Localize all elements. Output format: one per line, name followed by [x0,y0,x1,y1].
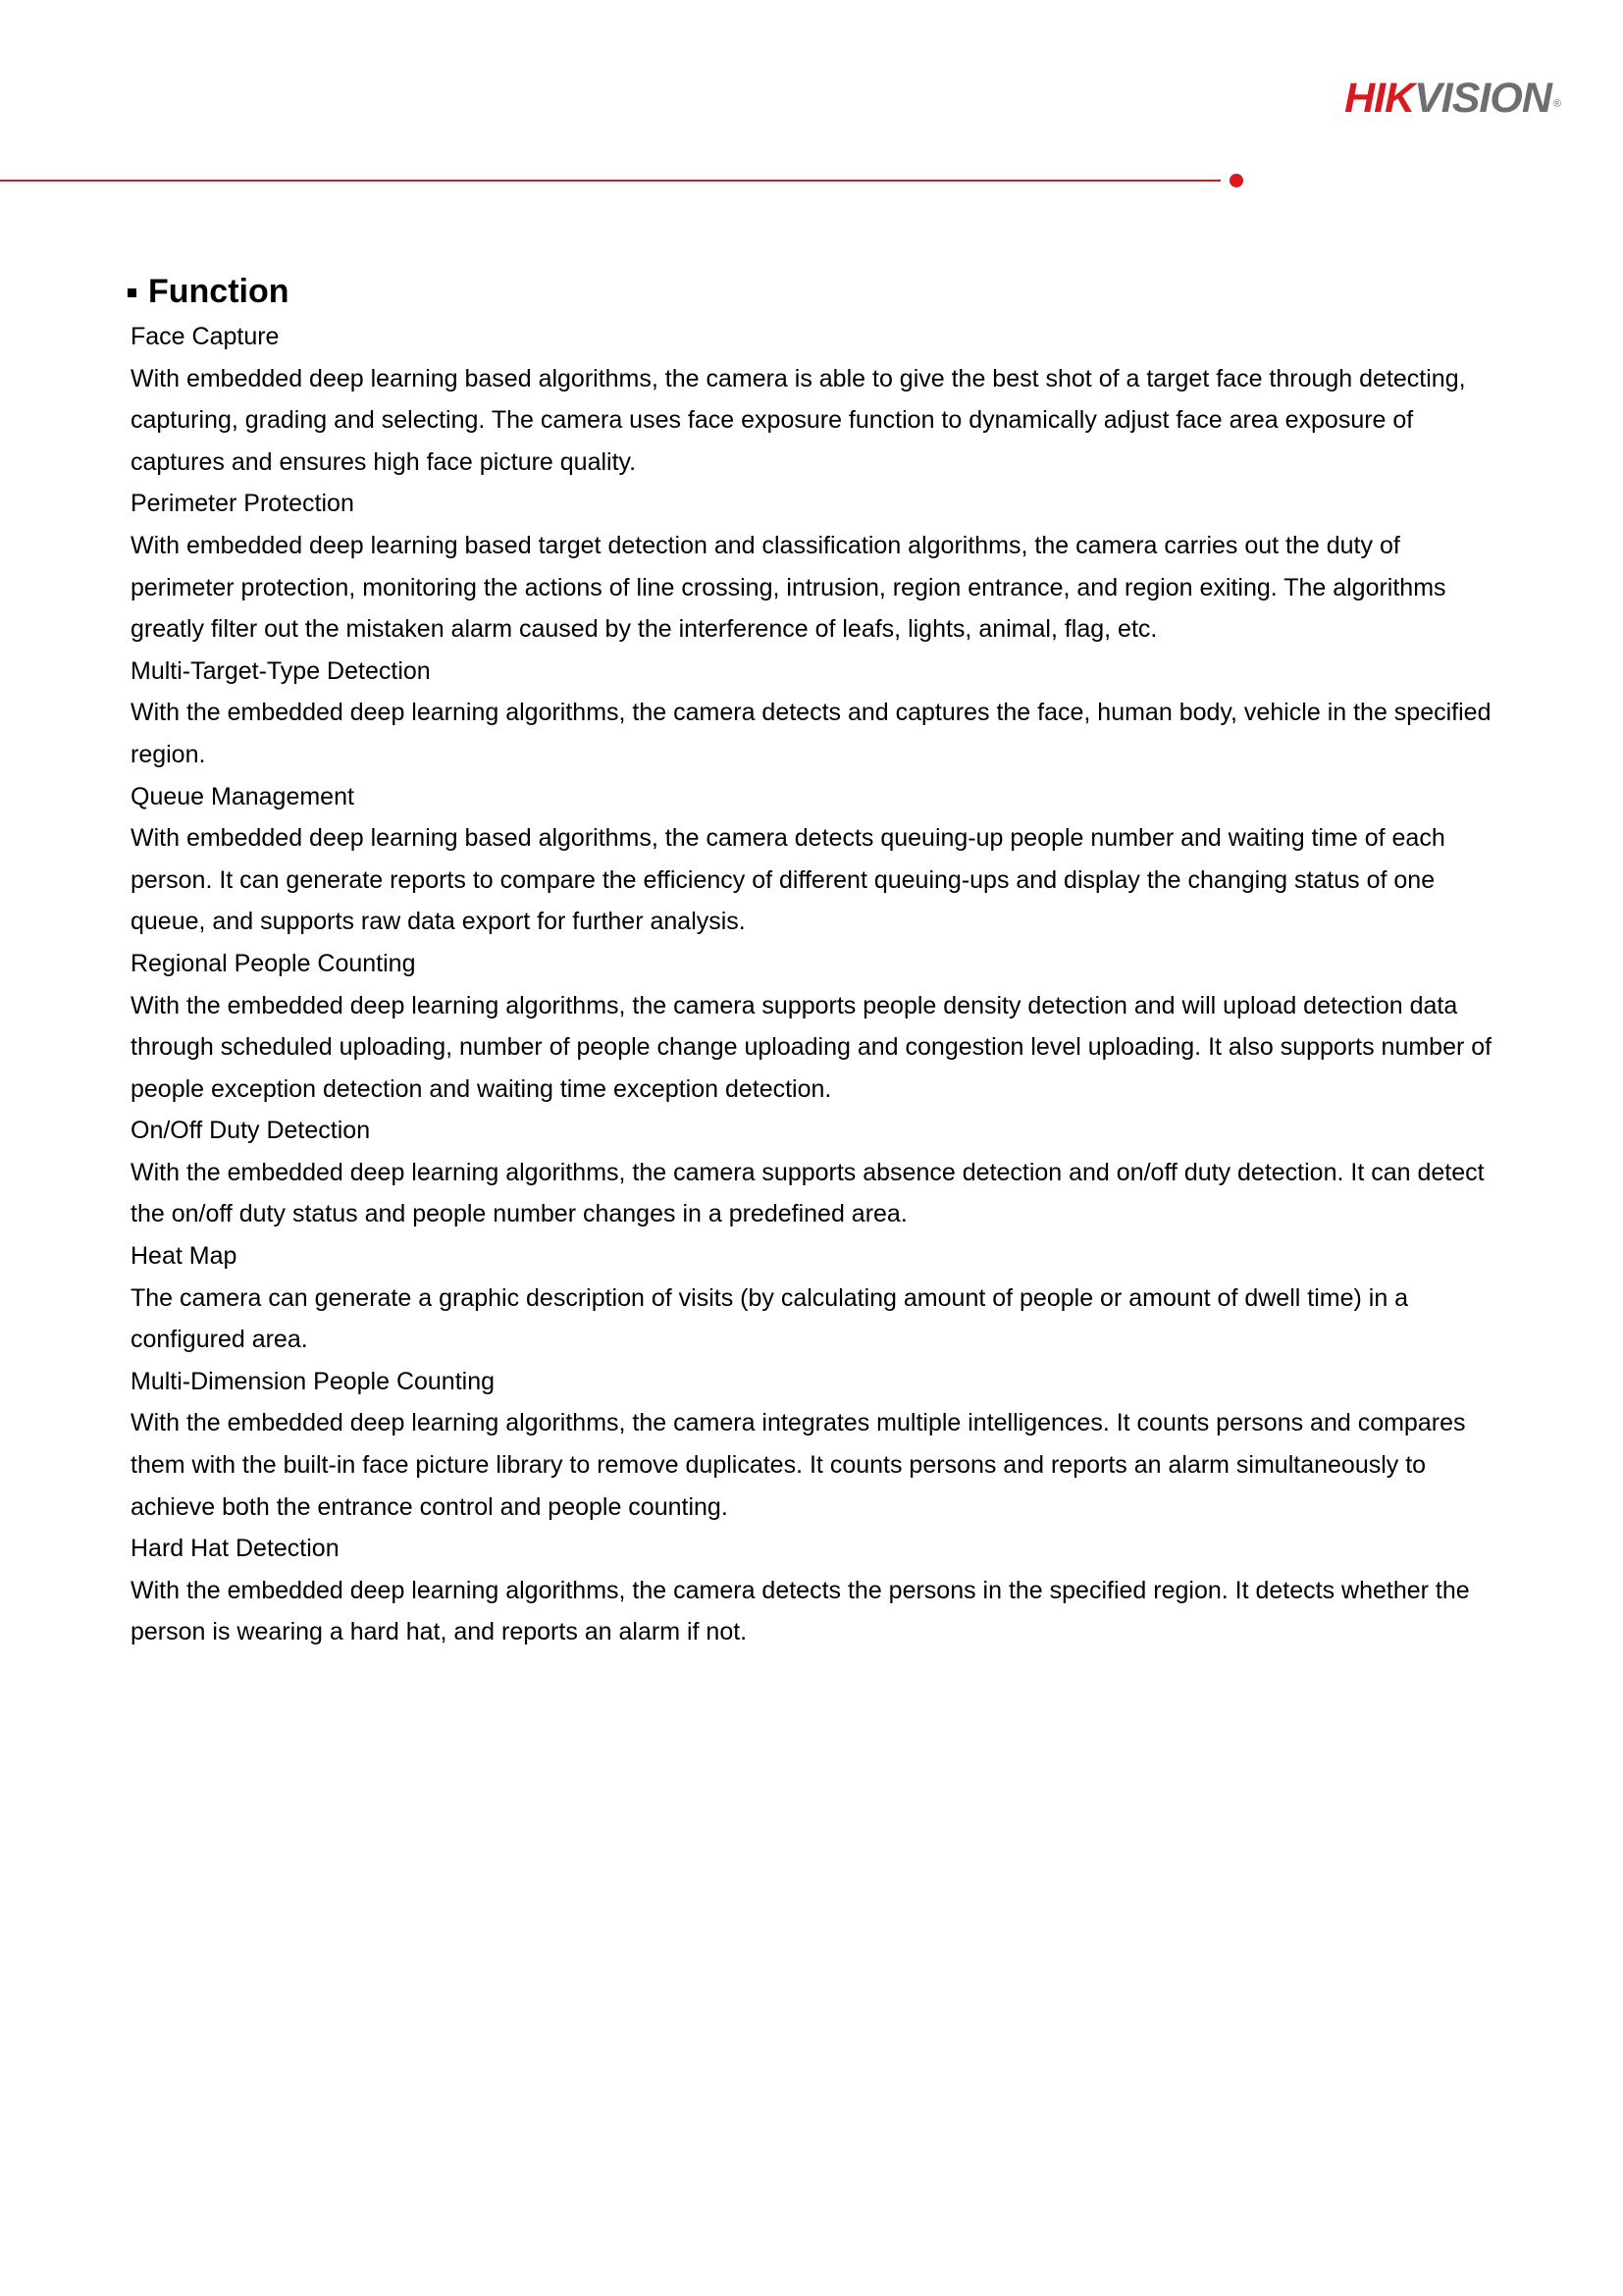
feature-name: On/Off Duty Detection [131,1117,371,1145]
feature-description: With embedded deep learning based algorithms, the camera is able to give the best shot of a target face through detecting, capturing, grading and selecting. The camera uses face exposure function to dynamically adjust face area exposure of captures and ensures high face picture quality. [131,364,1466,476]
feature-item [128,776,1501,943]
feature-item [128,1361,1501,1528]
feature-name: Perimeter Protection [131,490,354,518]
hikvision-logo [1264,73,1558,124]
feature-description: With the embedded deep learning algorithms, the camera detects the persons in the specified region. It detects whether the person is wearing a hard hat, and reports an alarm if not. [131,1576,1470,1646]
logo-vision-text: VISION [1414,75,1551,122]
feature-description: With embedded deep learning based target detection and classification algorithms, the camera carries out the duty of perimeter protection, monitoring the actions of line crossing, intrusion, region entrance, and region exiting. The algorithms greatly filter out the mistaken alarm caused by the interference of leafs, lights, animal, flag, etc. [131,531,1446,644]
feature-description: With the embedded deep learning algorithms, the camera detects and captures the face, human body, vehicle in the specified region. [131,699,1492,768]
feature-name: Hard Hat Detection [131,1535,340,1563]
logo-registered-mark: ® [1552,98,1560,110]
feature-name: Heat Map [131,1242,237,1271]
feature-description: With the embedded deep learning algorithms, the camera supports people density detection and will upload detection data through scheduled uploading, number of people change uploading and congestion level uploading. It also supports number of people exception detection and waiting time exception detection. [131,991,1492,1103]
feature-name: Queue Management [131,782,354,810]
header-divider-line [0,180,1221,182]
feature-item [128,1110,1501,1235]
feature-item [128,1235,1501,1361]
section-title: Function [148,272,289,310]
feature-item [128,1528,1501,1653]
feature-name: Multi-Target-Type Detection [131,656,431,685]
feature-description: With the embedded deep learning algorithms, the camera integrates multiple intelligences. It counts persons and compares them with the built-in face picture library to remove duplicates. It counts persons and reports an alarm simultaneously to achieve both the entrance control and people counting. [131,1409,1466,1521]
logo-hik-text: HIK [1344,75,1415,122]
header-divider-dot [1230,174,1243,187]
feature-description: The camera can generate a graphic description of visits (by calculating amount of people or amount of dwell time) in a configured area. [131,1283,1409,1354]
feature-item [128,943,1501,1110]
feature-name: Regional People Counting [131,949,416,977]
feature-item [128,483,1501,650]
feature-item [128,316,1501,483]
feature-name: Multi-Dimension People Counting [131,1367,496,1395]
feature-description: With embedded deep learning based algorithms, the camera detects queuing-up people number and waiting time of each person. It can generate reports to compare the efficiency of different queuing-ups and display the changing status of one queue, and supports raw data export for further analysis. [131,824,1445,936]
feature-description: With the embedded deep learning algorithms, the camera supports absence detection and on/off duty detection. It can detect the on/off duty status and people number changes in a predefined area. [131,1158,1485,1228]
section-heading [128,267,1501,316]
feature-name: Face Capture [131,323,280,350]
feature-item [128,651,1501,776]
function-section [128,267,1501,1653]
square-bullet-icon [128,288,136,297]
